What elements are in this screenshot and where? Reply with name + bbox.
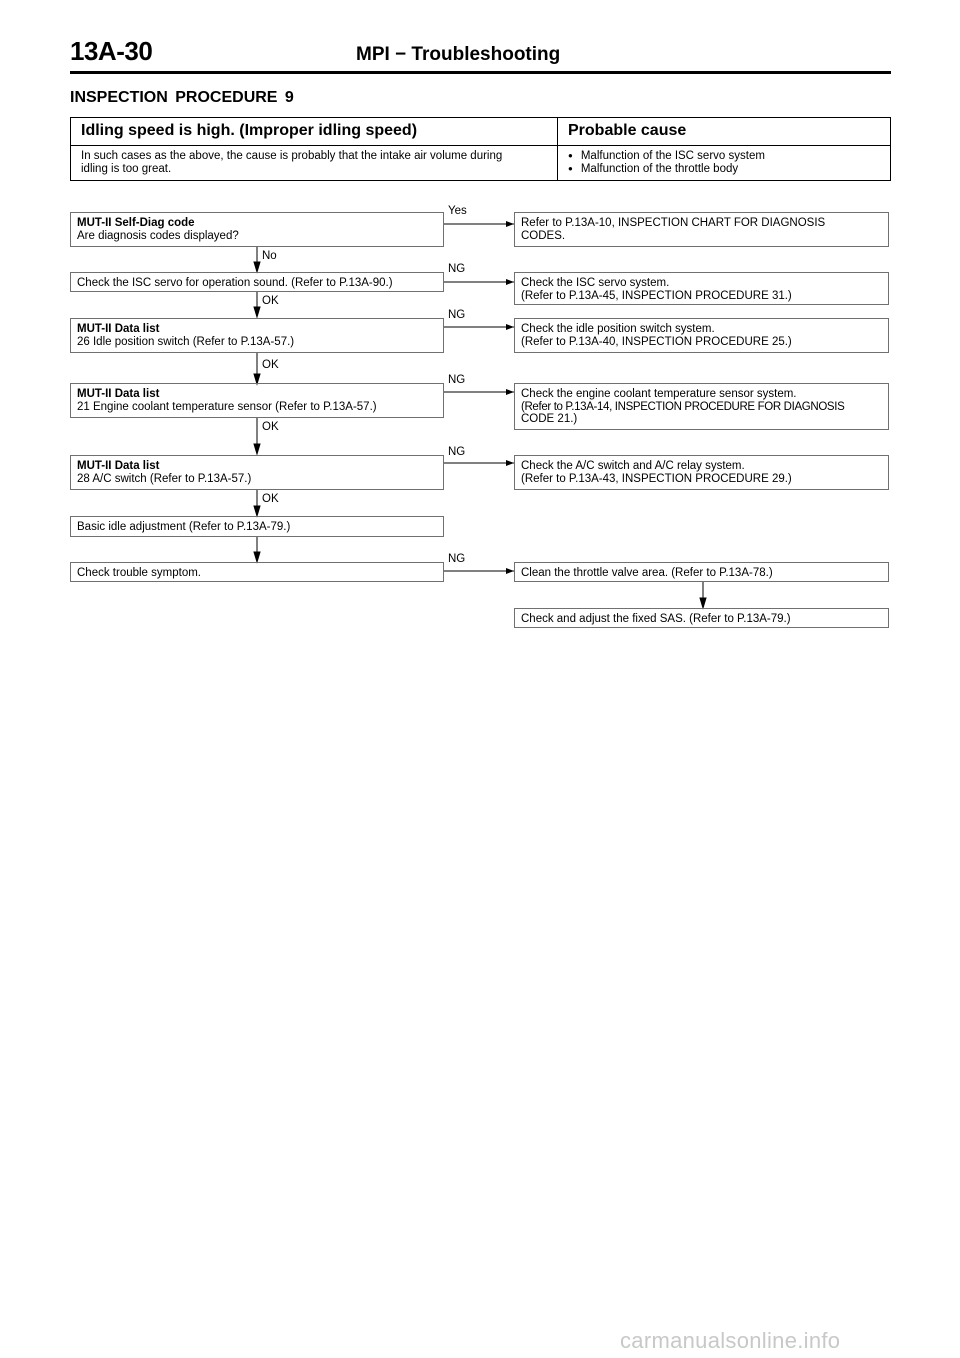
- step-self-diag-box: [70, 212, 444, 247]
- result-text-line: Check the engine coolant temperature sensor system.: [521, 388, 797, 400]
- step-text: 26 Idle position switch (Refer to P.13A-57.): [77, 335, 295, 348]
- ng-label: NG: [448, 374, 466, 386]
- result-clean-throttle-box: [514, 562, 889, 582]
- cause-item: ● Malfunction of the ISC servo system: [568, 150, 765, 163]
- step-title: MUT-II Data list: [77, 323, 160, 335]
- cause-item: ● Malfunction of the throttle body: [568, 163, 765, 176]
- ok-label: OK: [262, 359, 279, 371]
- ok-label: OK: [262, 493, 279, 505]
- no-label: No: [262, 250, 277, 262]
- step-text: Check trouble symptom.: [77, 567, 201, 579]
- result-text-line: Check the A/C switch and A/C relay system.: [521, 460, 745, 472]
- symptom-text-line: In such cases as the above, the cause is probably that the intake air volume during: [81, 150, 503, 162]
- symptom-header: Idling speed is high. (Improper idling speed): [81, 122, 418, 139]
- step-basic-idle-box: [70, 516, 444, 537]
- result-text-line: (Refer to P.13A-40, INSPECTION PROCEDURE 25.): [521, 335, 792, 348]
- step-text: 28 A/C switch (Refer to P.13A-57.): [77, 472, 252, 485]
- step-coolant-sensor-box: [70, 383, 444, 418]
- step-text: Check and adjust the fixed SAS. (Refer to P.13A-79.): [521, 613, 791, 625]
- ng-label: NG: [448, 553, 466, 565]
- result-text-line: (Refer to P.13A-45, INSPECTION PROCEDURE 31.): [521, 289, 792, 302]
- page-number: 13A-30: [70, 36, 153, 66]
- step-check-symptom-box: [70, 562, 444, 582]
- result-ac-switch-box: [514, 455, 889, 490]
- ng-label: NG: [448, 309, 466, 321]
- ng-label: NG: [448, 263, 466, 275]
- ok-label: OK: [262, 295, 279, 307]
- result-text-line: Refer to P.13A-10, INSPECTION CHART FOR DIAGNOSIS: [521, 217, 826, 229]
- yes-label: Yes: [448, 205, 467, 217]
- result-isc-servo-box: [514, 272, 889, 305]
- step-isc-servo-box: [70, 272, 444, 292]
- symptom-text-line: idling is too great.: [81, 163, 172, 175]
- step-idle-switch-box: [70, 318, 444, 353]
- step-ac-switch-box: [70, 455, 444, 490]
- cause-header: Probable cause: [568, 122, 687, 139]
- result-diag-chart-box: [514, 212, 889, 247]
- ng-label: NG: [448, 446, 466, 458]
- step-title: MUT-II Data list: [77, 460, 160, 472]
- step-title: MUT-II Self-Diag code: [77, 217, 195, 229]
- result-idle-switch-box: [514, 318, 889, 353]
- result-text-line: (Refer to P.13A-14, INSPECTION PROCEDURE FOR DIAGNOSIS: [521, 400, 845, 413]
- step-fixed-sas-box: [514, 608, 889, 628]
- result-text-line: (Refer to P.13A-43, INSPECTION PROCEDURE 29.): [521, 472, 792, 485]
- step-text: Are diagnosis codes displayed?: [77, 229, 239, 242]
- result-text-line: Check the idle position switch system.: [521, 323, 715, 335]
- procedure-title: INSPECTION PROCEDURE 9: [70, 89, 294, 106]
- result-text-line: CODE 21.): [521, 413, 578, 425]
- result-text-line: Check the ISC servo system.: [521, 277, 670, 289]
- result-coolant-sensor-box: [514, 383, 889, 430]
- section-title: MPI − Troubleshooting: [356, 44, 561, 65]
- result-text-line: CODES.: [521, 229, 566, 242]
- result-text: Clean the throttle valve area. (Refer to P.13A-78.): [521, 567, 773, 579]
- watermark-text: carmanualsonline.info: [620, 1328, 841, 1353]
- step-title: MUT-II Data list: [77, 388, 160, 400]
- step-text: Basic idle adjustment (Refer to P.13A-79.): [77, 521, 291, 533]
- step-text: Check the ISC servo for operation sound. (Refer to P.13A-90.): [77, 277, 393, 289]
- ok-label: OK: [262, 421, 279, 433]
- step-text: 21 Engine coolant temperature sensor (Refer to P.13A-57.): [77, 400, 377, 413]
